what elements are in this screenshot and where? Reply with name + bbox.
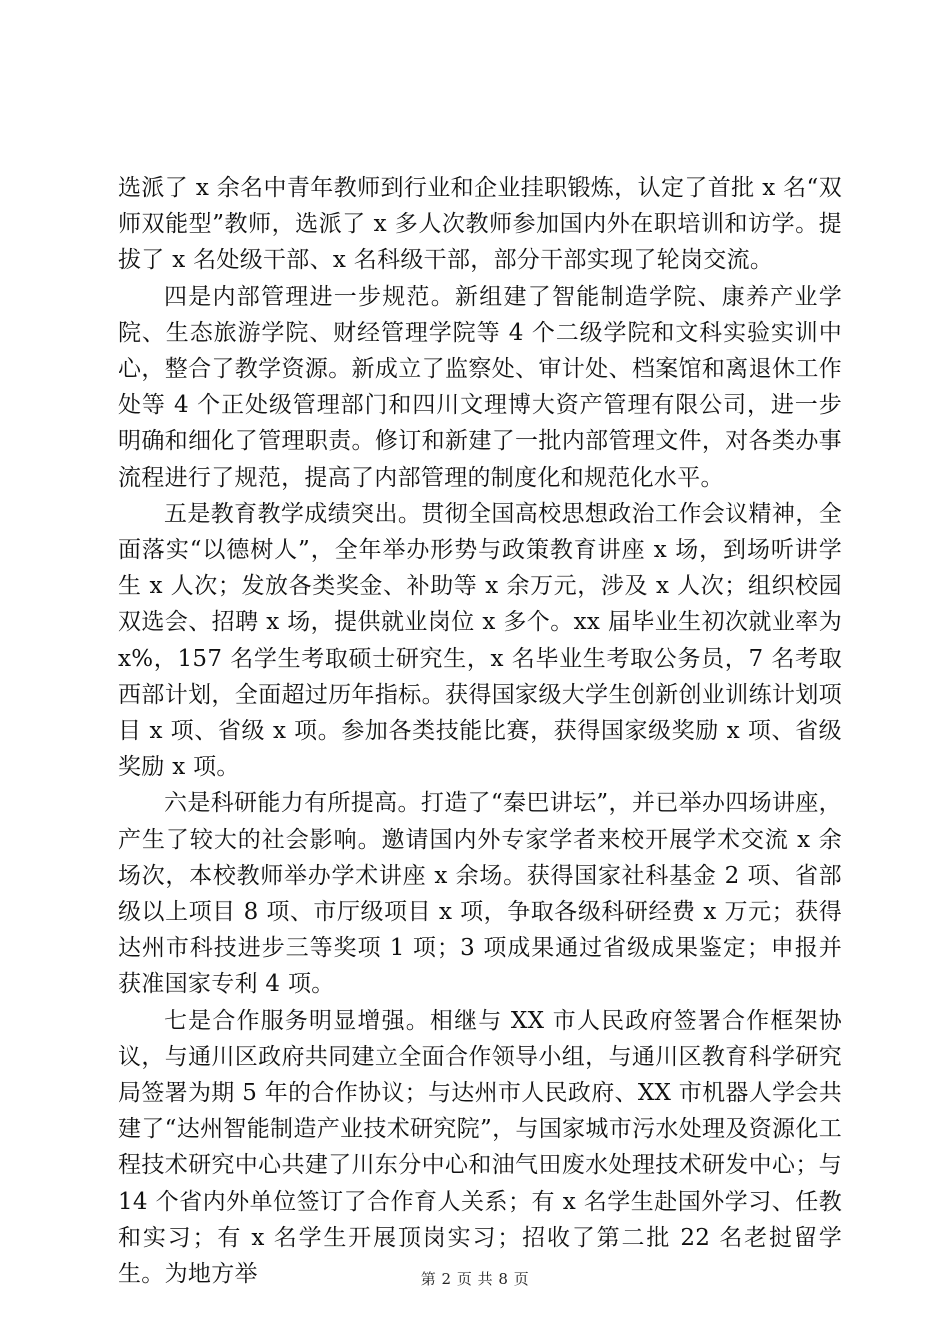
paragraph-education-teaching: 五是教育教学成绩突出。贯彻全国高校思想政治工作会议精神，全面落实“以德树人”，全年举办形势与政策教育讲座 x 场，到场听讲学生 x 人次；发放各类奖金、补助等 x 余万元，涉及 x 人次；组织校园双选会、招聘 x 场，提供就业岗位 x 多个。xx 届毕业生初次就业率为 x%，157 名学生考取硕士研究生，x 名毕业生考取公务员，7 名考取西部计划，全面超过历年指标。获得国家级大学生创新创业训练计划项目 x 项、省级 x 项。参加各类技能比赛，获得国家级奖励 x 项、省级奖励 x 项。 xyxy=(118,500,842,781)
paragraph-continuation: 选派了 x 余名中青年教师到行业和企业挂职锻炼，认定了首批 x 名“双师双能型”教师，选派了 x 多人次教师参加国内外在职培训和访学。提拔了 x 名处级干部、x 名科级干部，部分干部实现了轮岗交流。 xyxy=(118,175,842,274)
paragraph-internal-management: 四是内部管理进一步规范。新组建了智能制造学院、康养产业学院、生态旅游学院、财经管理学院等 4 个二级学院和文科实验实训中心，整合了教学资源。新成立了监察处、审计处、档案馆和离退休工作处等 4 个正处级管理部门和四川文理博大资产管理有限公司，进一步明确和细化了管理职责。修订和新建了一批内部管理文件，对各类办事流程进行了规范，提高了内部管理的制度化和规范化水平。 xyxy=(118,283,842,491)
paragraph-cooperation-service: 七是合作服务明显增强。相继与 XX 市人民政府签署合作框架协议，与通川区政府共同建立全面合作领导小组，与通川区教育科学研究局签署为期 5 年的合作协议；与达州市人民政府、XX 市机器人学会共建了“达州智能制造产业技术研究院”，与国家城市污水处理及资源化工程技术研究中心共建了川东分中心和油气田废水处理技术研发中心；与 14 个省内外单位签订了合作育人关系；有 x 名学生赴国外学习、任教和实习；有 x 名学生开展顶岗实习；招收了第二批 22 名老挝留学生。为地方举 xyxy=(118,1007,842,1288)
paragraph-research-capability: 六是科研能力有所提高。打造了“秦巴讲坛”，并已举办四场讲座，产生了较大的社会影响。邀请国内外专家学者来校开展学术交流 x 余场次，本校教师举办学术讲座 x 余场。获得国家社科基金 2 项、省部级以上项目 8 项、市厅级项目 x 项，争取各级科研经费 x 万元；获得达州市科技进步三等奖项 1 项；3 项成果通过省级成果鉴定；申报并获准国家专利 4 项。 xyxy=(118,790,842,998)
page-number-footer: 第 2 页 共 8 页 xyxy=(420,1270,530,1288)
document-body xyxy=(118,170,842,1292)
